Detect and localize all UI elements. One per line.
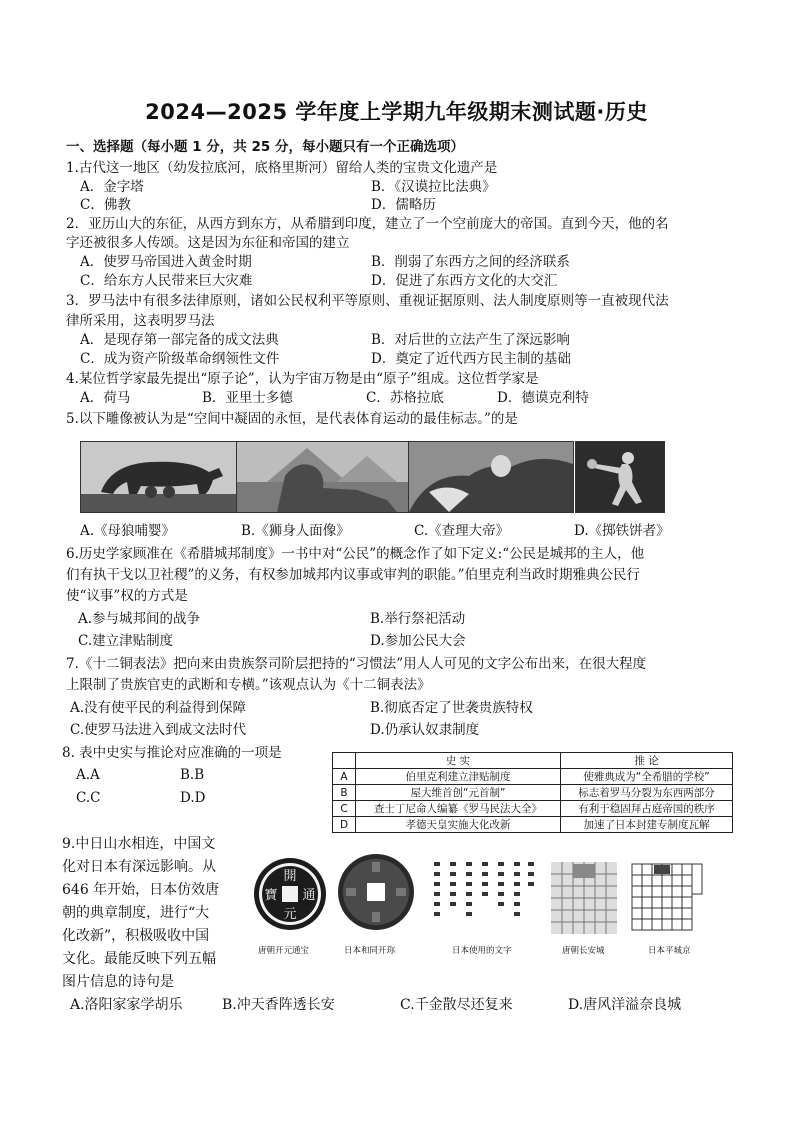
q7-option-c: C.使罗马法进入到成文法时代	[70, 722, 247, 738]
table-cell-key: D	[333, 817, 356, 833]
coin-char-right: 通	[302, 888, 316, 903]
table-header-fact: 史 实	[356, 753, 561, 769]
q2-option-c: C．给东方人民带来巨大灾难	[80, 273, 253, 289]
q6-stem-line3: 使“议事”权的方式是	[66, 588, 188, 604]
q7-option-d: D.仍承认奴隶制度	[370, 722, 480, 738]
page-title: 2024—2025 学年度上学期九年级期末测试题·历史	[145, 100, 648, 124]
q8-option-d: D.D	[180, 790, 206, 806]
q8-option-b: B.B	[180, 767, 205, 783]
sphinx-photo	[236, 441, 410, 513]
table-row	[333, 817, 733, 833]
q5-stem: 5.以下雕像被认为是“空间中凝固的永恒，是代表体育运动的最佳标志。”的是	[66, 411, 518, 427]
q6-option-c: C.建立津贴制度	[78, 633, 174, 649]
q2-stem-line1: 2．亚历山大的东征，从西方到东方，从希腊到印度，建立了一个空前庞大的帝国。直到今天，他的名	[66, 216, 669, 232]
table-row	[333, 769, 733, 785]
q8-stem: 8. 表中史实与推论对应准确的一项是	[62, 745, 282, 761]
table-cell-key: A	[333, 769, 356, 785]
changan-city-map	[551, 862, 617, 934]
q1-option-d: D．儒略历	[371, 197, 436, 213]
q5-option-b: B.《狮身人面像》	[241, 523, 350, 539]
q3-option-c: C．成为资产阶级革命纲领性文件	[80, 351, 280, 367]
q9-stem-line1: 9.中日山水相连，中国文	[62, 836, 216, 852]
q8-option-c: C.C	[76, 790, 101, 806]
table-header-key	[333, 753, 356, 769]
q3-stem-line2: 律所采用，这表明罗马法	[66, 313, 215, 329]
coin-char-top: 開	[283, 869, 297, 884]
coin-char-left: 寶	[264, 888, 278, 903]
q6-option-b: B.举行祭祀活动	[370, 611, 466, 627]
table-header-inference: 推 论	[561, 753, 733, 769]
q2-option-b: B．削弱了东西方之间的经济联系	[371, 254, 570, 270]
table-header-row	[333, 753, 733, 769]
q9-stem-line3: 646 年开始，日本仿效唐	[62, 882, 220, 898]
wado-coin-image	[336, 852, 416, 932]
table-cell-fact: 查士丁尼命人编纂《罗马民法大全》	[356, 801, 561, 817]
she-wolf-statue-photo	[80, 441, 238, 513]
q9-stem-line7: 图片信息的诗句是	[62, 974, 174, 990]
table-cell-inference: 加速了日本封建专制度瓦解	[561, 817, 733, 833]
q5-option-a: A.《母狼哺婴》	[80, 523, 176, 539]
table-cell-key: C	[333, 801, 356, 817]
table-cell-fact: 伯里克利建立津贴制度	[356, 769, 561, 785]
q2-option-d: D．促进了东西方文化的大交汇	[371, 273, 558, 289]
q6-option-a: A.参与城邦间的战争	[78, 611, 201, 627]
q2-option-a: A．使罗马帝国进入黄金时期	[80, 254, 252, 270]
q1-option-a: A．金字塔	[80, 179, 144, 195]
q9-option-d: D.唐风洋溢奈良城	[568, 997, 682, 1013]
caption-changan: 唐朝长安城	[562, 946, 605, 956]
japanese-script-image	[428, 858, 538, 934]
kaiyuan-coin-image	[252, 856, 328, 932]
q2-stem-line2: 字还被很多人传颂。这是因为东征和帝国的建立	[66, 235, 350, 251]
q9-option-b: B.冲天香阵透长安	[222, 997, 335, 1013]
q9-stem-line6: 文化。最能反映下列五幅	[62, 951, 216, 967]
q3-option-a: A．是现存第一部完备的成文法典	[80, 332, 279, 348]
q4-stem: 4.某位哲学家最先提出“原子论”，认为宇宙万物是由“原子”组成。这位哲学家是	[66, 371, 539, 387]
table-cell-inference: 使雅典成为“全希腊的学校”	[561, 769, 733, 785]
q9-stem-line5: 化改新”，积极吸收中国	[62, 928, 210, 944]
caption-japanese-script: 日本使用的文字	[452, 946, 512, 956]
q3-stem-line1: 3．罗马法中有很多法律原则，诸如公民权利平等原则、重视证据原则、法人制度原则等一直被现代法	[66, 293, 669, 309]
q9-stem-line4: 朝的典章制度，进行“大	[62, 905, 210, 921]
charlemagne-photo	[408, 441, 574, 513]
table-cell-inference: 标志着罗马分裂为东西两部分	[561, 785, 733, 801]
q6-stem-line1: 6.历史学家顾准在《希腊城邦制度》一书中对“公民”的概念作了如下定义:“公民是城邦的主人，他	[66, 546, 645, 562]
q4-option-c: C．苏格拉底	[366, 390, 444, 406]
q3-option-d: D．奠定了近代西方民主制的基础	[371, 351, 571, 367]
q1-option-b: B．《汉谟拉比法典》	[371, 179, 496, 195]
caption-tang-coin: 唐朝开元通宝	[258, 946, 310, 956]
q9-option-a: A.洛阳家家学胡乐	[70, 997, 183, 1013]
q8-history-table	[332, 752, 733, 833]
q6-stem-line2: 们有执干戈以卫社稷”的义务，有权参加城邦内议事或审判的职能。”伯里克利当政时期雅典公民行	[66, 567, 641, 583]
table-cell-fact: 屋大维首创“元首制”	[356, 785, 561, 801]
q4-option-d: D．德谟克利特	[497, 390, 589, 406]
q1-option-c: C．佛教	[80, 197, 131, 213]
q7-option-a: A.没有使平民的利益得到保障	[70, 700, 247, 716]
q7-option-b: B.彻底否定了世袭贵族特权	[370, 700, 533, 716]
q3-option-b: B．对后世的立法产生了深远影响	[371, 332, 570, 348]
table-row	[333, 801, 733, 817]
q7-stem-line2: 上限制了贵族官吏的武断和专横。”该观点认为《十二铜表法》	[66, 677, 431, 693]
q9-option-c: C.千金散尽还复来	[400, 997, 513, 1013]
table-row	[333, 785, 733, 801]
section-heading: 一、选择题（每小题 1 分，共 25 分，每小题只有一个正确选项）	[66, 139, 464, 155]
caption-heijokyo: 日本平城京	[648, 946, 691, 956]
q5-option-c: C.《查理大帝》	[414, 523, 510, 539]
coin-char-bottom: 元	[283, 907, 297, 922]
caption-japan-coin: 日本和同开珎	[344, 946, 396, 956]
q9-stem-line2: 化对日本有深远影响。从	[62, 859, 216, 875]
table-cell-fact: 孝德天皇实施大化改新	[356, 817, 561, 833]
table-cell-key: B	[333, 785, 356, 801]
q7-stem-line1: 7.《十二铜表法》把向来由贵族祭司阶层把持的“习惯法”用人人可见的文字公布出来，在很大程度	[66, 656, 647, 672]
q4-option-a: A．荷马	[80, 390, 131, 406]
q6-option-d: D.参加公民大会	[370, 633, 466, 649]
q5-option-d: D.《掷铁饼者》	[574, 523, 670, 539]
table-cell-inference: 有利于稳固拜占庭帝国的秩序	[561, 801, 733, 817]
q1-stem: 1.古代这一地区（幼发拉底河，底格里斯河）留给人类的宝贵文化遗产是	[66, 160, 498, 176]
q8-option-a: A.A	[76, 767, 100, 783]
heijokyo-city-map	[630, 862, 704, 936]
discobolus-photo	[575, 441, 665, 513]
q4-option-b: B．亚里士多德	[202, 390, 293, 406]
